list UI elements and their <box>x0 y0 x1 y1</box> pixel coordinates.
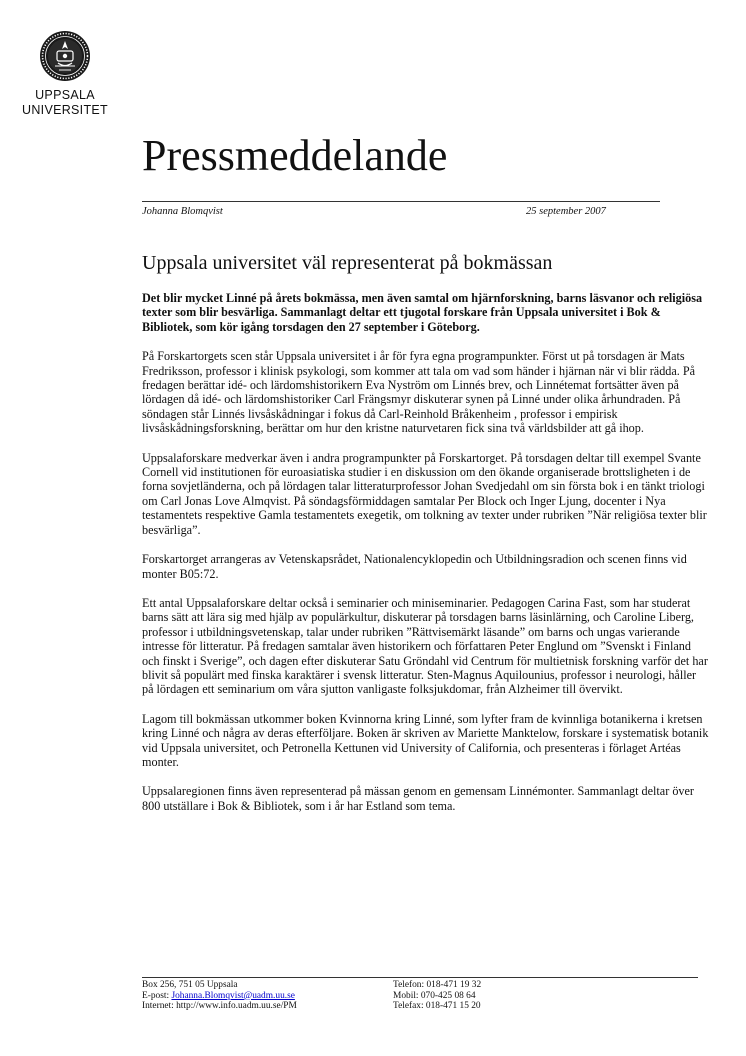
body-paragraph: Uppsalaregionen finns även representerad på mässan genom en gemensam Linnémonter. Sammanlagt deltar över 800 utställare i Bok & Bibliotek, som i år har Estland som tema. <box>142 784 694 813</box>
body-paragraph: Lagom till bokmässan utkommer boken Kvinnorna kring Linné, som lyfter fram de kvinnliga botanikerna i kretsen kring Linné och några av deras efterföljare. Boken är skriven av Mariette Manktelow, forskare i systematisk botanik vid Uppsala universitet, och Petronella Kettunen vid University of California, och presenteras i förlaget Artéas monter. <box>142 711 709 769</box>
footer-divider <box>142 977 698 978</box>
body-paragraph: Ett antal Uppsalaforskare deltar också i seminarier och miniseminarier. Pedagogen Carina Fast, som har studerat barns sätt att lära sig med hjälp av populärkultur, diskuterar på torsdagen barns läsinlärning, och Caroline Liberg, professor i utbildningsvetenskap, talar under rubriken ”Rättvisemärkt läsande” om barns och ungas varierande intresse för litteratur. På fredagen samtalar även historikern och författaren Peter Englund om ”Svenskt i Finland och finskt i Sverige”, och dagen efter diskuterar Satu Gröndahl vid Centrum för multietnisk forskning varför det har blivit så populärt med finska karaktärer i svensk litteratur. Sten-Magnus Aquilounius, professor i neurologi, håller på lördagen ett seminarium om våra sjutton vanligaste folksjukdomar, från Alzheimer till övervikt. <box>142 595 708 697</box>
logo-line-universitet: UNIVERSITET <box>22 103 108 117</box>
lead-paragraph: Det blir mycket Linné på årets bokmässa, men även samtal om hjärnforskning, barns läsvanor och religiösa texter som blir besvärliga. Sammanlagt deltar ett tjugotal forskare från Uppsala universitet i Bok & Bibliotek, som kör igång torsdagen den 27 september i Göteborg. <box>142 291 703 334</box>
body-paragraph: Forskartorget arrangeras av Vetenskapsrådet, Nationalencyklopedin och Utbildningsradion och scenen finns vid monter B05:72. <box>142 552 687 581</box>
author-name: Johanna Blomqvist <box>142 206 223 217</box>
logo-line-uppsala: UPPSALA <box>35 88 95 102</box>
footer-contact-right <box>393 980 481 1012</box>
university-seal-icon <box>39 30 91 82</box>
footer-contact-left <box>142 980 297 1012</box>
footer-email-line <box>142 991 297 1002</box>
headline: Uppsala universitet väl representerat på bokmässan <box>142 252 553 274</box>
header-divider <box>142 201 660 202</box>
page-title: Pressmeddelande <box>142 131 448 180</box>
footer-internet: Internet: http://www.info.uadm.uu.se/PM <box>142 1001 297 1012</box>
email-link[interactable]: Johanna.Blomqvist@uadm.uu.se <box>171 990 295 1001</box>
article-body <box>142 291 710 828</box>
footer-address: Box 256, 751 05 Uppsala <box>142 980 238 990</box>
university-logo <box>22 30 108 118</box>
footer-fax: Telefax: 018-471 15 20 <box>393 1001 481 1012</box>
body-paragraph: Uppsalaforskare medverkar även i andra programpunkter på Forskartorget. På torsdagen deltar till exempel Svante Cornell vid institutionen för euroasiatiska studier i en diskussion om den ökande organiserade brottsligheten i de forna sovjetländerna, och på lördagen talar litteraturprofessor Johan Svedjedahl om sin första bok i en tänkt triologi om Carl Jonas Love Almqvist. På söndagsförmiddagen samtalar Per Block och Inger Ljung, docenter i Nya testamentets respektive Gamla testamentets exegetik, om tolkning av texter under rubriken ”När religiösa texter blir besvärliga”. <box>142 450 707 537</box>
release-date: 25 september 2007 <box>526 206 606 217</box>
footer-email-label: E-post: <box>142 990 172 1001</box>
footer-phone: Telefon: 018-471 19 32 <box>393 980 482 990</box>
footer-mobile: Mobil: 070-425 08 64 <box>393 990 476 1001</box>
body-paragraph: På Forskartorgets scen står Uppsala universitet i år för fyra egna programpunkter. Först ut på torsdagen är Mats Fredriksson, professor i klinisk psykologi, som kommer att tala om vad som händer i hjärnan när vi blir rädda. På fredagen berättar idé- och lärdomshistorikern Eva Nyström om Linnés brev, och Linnétemat fortsätter även på lördagen då idé- och lärdomshistoriker Carl Frängsmyr diskuterar synen på Linné under olika århundraden. På söndagen står Linnés livsåskådningar i fokus då Carl-Reinhold Bråkenheim , professor i empirisk livsåskådningsforskning, berättar om hur den kristne naturvetaren fick sina två världsbilder att gå ihop. <box>142 349 696 436</box>
